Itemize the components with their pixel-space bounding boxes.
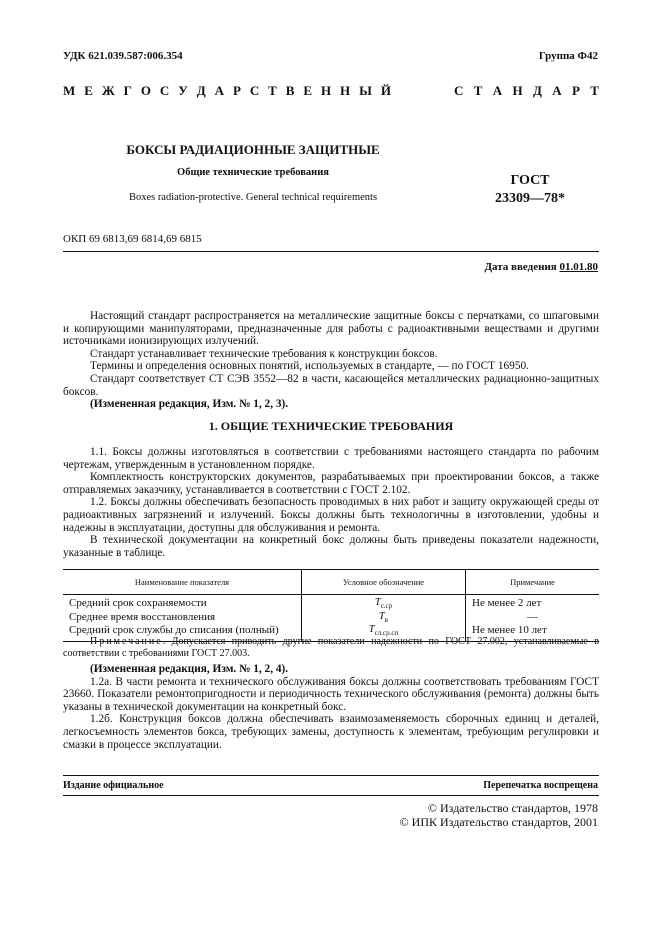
banner-letter: Д [196, 83, 206, 98]
table-row [63, 595, 599, 612]
banner-letter: А [214, 83, 224, 98]
table-cell-name: Среднее время восстановления [69, 610, 216, 623]
banner-letter: Р [232, 83, 241, 98]
table-header-row [63, 570, 599, 595]
table-header-symbol: Условное обозначение [302, 570, 466, 595]
footer-divider-bottom [63, 795, 599, 796]
introduction-date-value: 01.01.80 [559, 261, 598, 273]
okp-codes: ОКП 69 6813,69 6814,69 6815 [63, 233, 202, 245]
banner-letter: Е [303, 83, 313, 98]
banner-letter: Д [532, 83, 542, 98]
table-cell-symbol: $T_{сл.ср.сп}$ [302, 625, 466, 641]
banner-letter: С [454, 83, 464, 98]
table-note [63, 636, 599, 660]
banner-letter: Ж [101, 83, 115, 98]
section-paragraph: В технической документации на конкретный бокс должны быть приведены показатели надежности, указанные в таблице. [63, 534, 599, 559]
banner-letter: Н [340, 83, 351, 98]
note-text: . Допускается приводить другие показатели надежности по ГОСТ 27.002, устанавливаемые в соответствии с требованиями ГОСТ 27.003. [63, 636, 599, 659]
banner-letter: А [492, 83, 503, 98]
intro-revision-note: (Измененная редакция, Изм. № 1, 2, 3). [90, 398, 289, 411]
banner-letter: Т [473, 83, 483, 98]
banner-letter: Й [380, 83, 391, 98]
reprint-prohibited: Перепечатка воспрещена [483, 780, 598, 791]
intro-paragraph: Стандарт устанавливает технические требования к конструкции боксов. [90, 347, 438, 360]
introduction-date [484, 261, 598, 273]
copyright-1978: © Издательство стандартов, 1978 [427, 801, 598, 815]
continued-text [63, 663, 599, 751]
banner-word-interstate [63, 83, 391, 99]
intro-paragraph: Настоящий стандарт распространяется на металлические защитные боксы с перчатками, со шпаговыми и копирующими манипуляторами, предназначенные для работы с радиоактивными веществами и другими источниками ионизирующих излучений. [63, 310, 599, 348]
banner-letter: Ы [359, 83, 372, 98]
banner-letter: В [285, 83, 295, 98]
gost-designation [470, 172, 590, 208]
interstate-standard-banner [63, 83, 599, 99]
banner-letter: С [159, 83, 170, 98]
section-text [63, 446, 599, 559]
reliability-table [63, 569, 599, 642]
table-cell-note: — [466, 612, 600, 626]
banner-letter: Н [320, 83, 332, 98]
group-code: Группа Ф42 [538, 50, 598, 62]
banner-letter: О [140, 83, 151, 98]
banner-letter: Н [512, 83, 523, 98]
section-paragraph: Комплектность конструкторских документов, разрабатываемых при проектировании боксов, а также отправляемых заказчику, устанавливается в соответствии с ГОСТ 2.102. [63, 471, 599, 496]
header-divider [63, 251, 599, 252]
introduction-date-label: Дата введения [484, 261, 557, 273]
document-subtitle: Общие технические требования [177, 167, 329, 178]
banner-letter: Т [590, 83, 599, 98]
banner-word-standard [454, 83, 599, 99]
banner-letter: Р [571, 83, 580, 98]
banner-letter: А [552, 83, 562, 98]
section-paragraph: 1.2. Боксы должны обеспечивать безопасность проводимых в них работ и защиту окружающей среды от радиоактивных загрязнений и излучений. Боксы должны быть технологичны в изготовлении, удобны и надежны в эксплуатации, доступны для обслуживания и ремонта. [63, 496, 599, 534]
table-cell-name: Средний срок сохраняемости [69, 597, 207, 609]
english-title: Boxes radiation-protective. General technical requirements [128, 192, 378, 203]
table-cell-note: Не менее 2 лет [466, 595, 600, 612]
banner-letter: Е [84, 83, 93, 98]
table-header-name: Наименование показателя [63, 570, 302, 595]
table-cell-symbol: $T_{с.ср}$ [302, 595, 466, 612]
banner-letter: М [63, 83, 76, 98]
section-paragraph: 1.2а. В части ремонта и технического обслуживания боксы должны соответствовать требованиям ГОСТ 23660. Показатели ремонтопригодности и периодичность технического обслуживания (ремонта) должны быть указаны в технической документации на конкретный бокс. [63, 675, 599, 713]
intro-paragraph: Термины и определения основных понятий, используемых в стандарте, — по ГОСТ 16950. [90, 360, 529, 373]
udk-code: УДК 621.039.587:006.354 [63, 50, 183, 62]
revision-note: (Измененная редакция, Изм. № 1, 2, 4). [90, 663, 289, 675]
banner-letter: С [249, 83, 260, 98]
section-title: 1. ОБЩИЕ ТЕХНИЧЕСКИЕ ТРЕБОВАНИЯ [208, 419, 454, 433]
table-cell-symbol: $T_в$ [302, 612, 466, 626]
table-cell-name: Средний срок службы до списания (полный) [63, 625, 302, 641]
table-cell-note: Не менее 10 лет [466, 625, 600, 641]
gost-label: ГОСТ [510, 173, 550, 188]
copyright-2001: © ИПК Издательство стандартов, 2001 [399, 815, 598, 829]
banner-letter: Г [123, 83, 132, 98]
table-header-note: Примечание [466, 570, 600, 595]
section-paragraph: 1.1. Боксы должны изготовляться в соответствии с требованиями настоящего стандарта по рабочим чертежам, утвержденным в установленном порядке. [63, 446, 599, 471]
table-row [63, 612, 599, 626]
section-paragraph: 1.2б. Конструкция боксов должна обеспечивать взаимозаменяемость сборочных единиц и деталей, легкосъемность элементов бокса, требующих замены, доступность к элементам, требующим регулировки и смазки в процессе эксплуатации. [63, 713, 599, 751]
document-title: БОКСЫ РАДИАЦИОННЫЕ ЗАЩИТНЫЕ [126, 142, 380, 157]
official-edition: Издание официальное [63, 780, 164, 791]
note-label: Примечание [90, 636, 163, 647]
banner-letter: У [178, 83, 188, 98]
intro-text [63, 310, 599, 411]
footer-divider [63, 775, 599, 776]
banner-letter: Т [268, 83, 277, 98]
gost-number: 23309—78* [495, 191, 565, 206]
intro-paragraph: Стандарт соответствует СТ СЭВ 3552—82 в части, касающейся металлических радиационно-защитных боксов. [63, 372, 599, 398]
